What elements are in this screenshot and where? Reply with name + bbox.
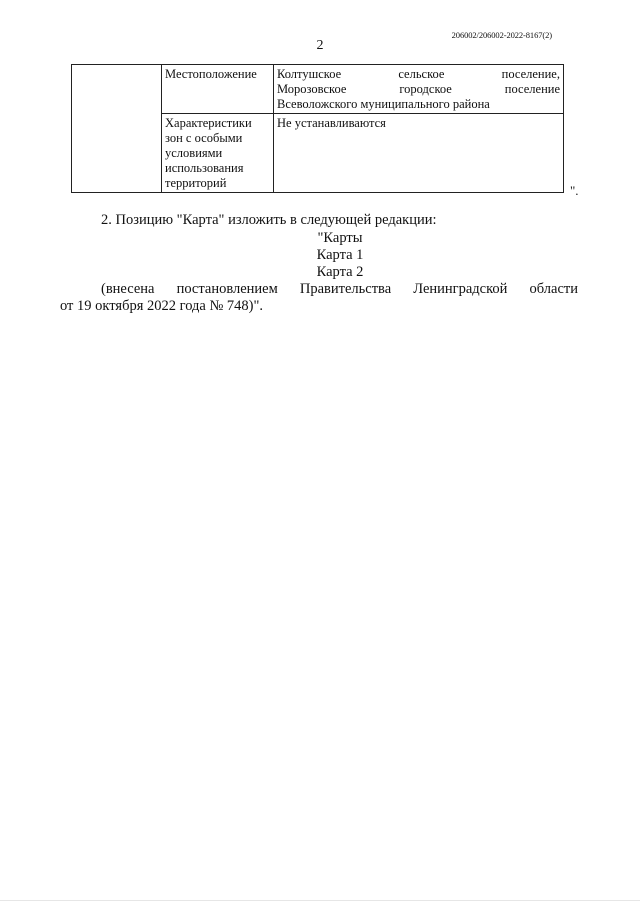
note-line-2: от 19 октября 2022 года № 748)".: [60, 298, 264, 314]
note-line-1: (внесена постановлением Правительства Ленинградской области: [101, 281, 578, 297]
row-label-location: Местоположение: [162, 65, 274, 114]
table-row: [72, 65, 564, 114]
row-value-location: [274, 65, 564, 114]
row-value-zones: Не устанавливаются: [274, 114, 564, 193]
location-line-2: Морозовское городское поселение: [277, 82, 560, 96]
zones-label-line-4: использования: [165, 161, 244, 175]
zones-label-line-3: условиями: [165, 146, 223, 160]
row-label-zones: [162, 114, 274, 193]
maps-heading: "Карты: [317, 230, 363, 246]
table-closing-quote: ".: [570, 183, 579, 198]
map-1-label: Карта 1: [316, 247, 364, 263]
zones-label-line-1: Характеристики: [165, 116, 252, 130]
location-line-3: Всеволожского муниципального района: [277, 97, 490, 111]
zones-label-line-5: территорий: [165, 176, 227, 190]
map-2-label: Карта 2: [316, 264, 364, 280]
scan-edge-divider: [0, 900, 640, 901]
location-line-1: Колтушское сельское поселение,: [277, 67, 560, 81]
document-number: 206002/206002-2022-8167(2): [451, 30, 552, 40]
table-cell-empty: [72, 65, 162, 193]
zones-label-line-2: зон с особыми: [165, 131, 243, 145]
page-number: 2: [316, 38, 324, 53]
item-2-paragraph: 2. Позицию "Карта" изложить в следующей редакции:: [101, 212, 437, 228]
zones-table: [71, 64, 564, 193]
